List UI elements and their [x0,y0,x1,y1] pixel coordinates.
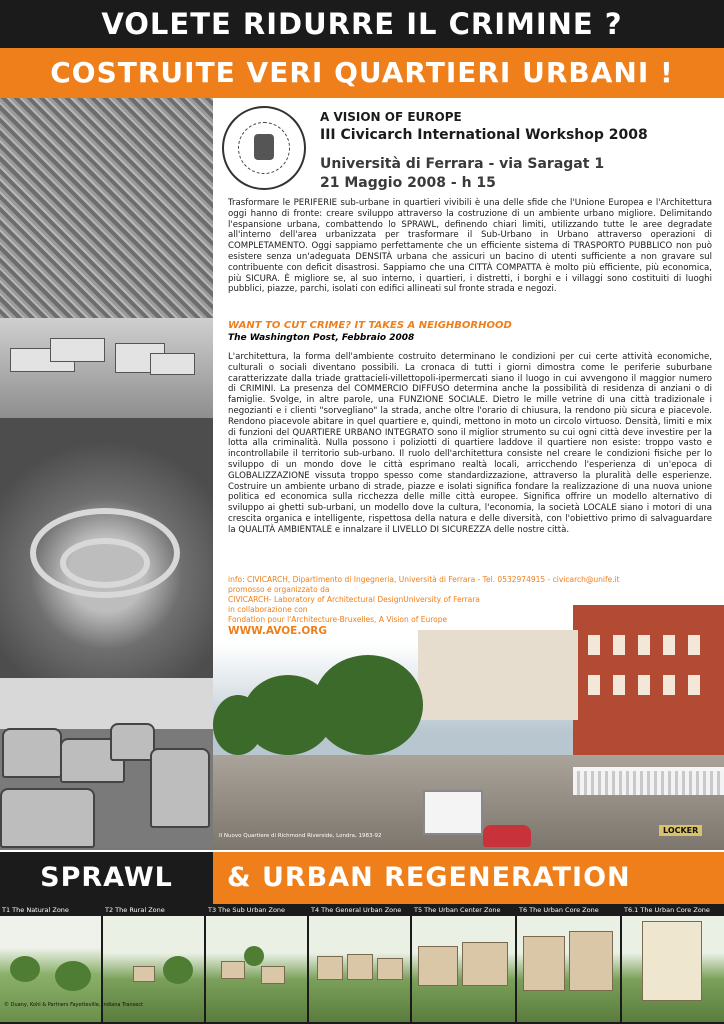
sprawl-label: SPRAWL [0,852,213,904]
zone-label: T6 The Urban Core Zone [519,906,599,914]
collab-value: Fondation pour l'Architecture-Bruxelles, A Vision of Europe [228,615,448,624]
photo-column [0,98,213,850]
event-title: III Civicarch International Workshop 2008 [320,127,648,143]
transect-zone [622,906,724,1022]
event-series: A VISION OF EUROPE [320,110,462,124]
contact-line: info: CIVICARCH, Dipartimento di Ingegneria, Università di Ferrara - Tel. 0532974915 - civicarch@unife.it [228,575,620,584]
transect-credit: © Duany, Kohl & Partners Fayetteville, Indiana Transect [4,1002,144,1008]
zone-label: T2 The Rural Zone [105,906,165,914]
info-block [228,575,718,636]
intro-paragraph: Trasformare le PERIFERIE sub-urbane in quartieri vivibili è una delle sfide che l'Unione Europea e l'Architettura oggi hanno di fronte: creare sviluppo attraverso la costruzione di un ambiente urbano migliore. Delimitando l'espansione urbana, combattendo lo SPRAWL, definendo chiari limiti, utilizzando tutte le aree degradate all'interno dell'area urbanizzata per trasformare il Sub-Urbano in Urbano attraverso operazioni di COMPLETAMENTO. Oggi sappiamo perfettamente che un efficiente sistema di TRASPORTO PUBBLICO non può esistere senza un'adeguata DENSITÀ urbana che assicuri un bacino di utenti sufficiente a non gravare sul contribuente con deficit disastrosi. Sappiamo che una CITTÀ COMPATTA è molto più efficiente, più economica, più SICURA. È migliore se, al suo interno, i quartieri, i distretti, i borghi e i villaggi sono costituiti di luoghi pubblici, piazze, parchi, isolati con edifici allineati sul fronte strada e negozi. [228,198,712,295]
zone-label: T1 The Natural Zone [2,906,69,914]
transect-zone [517,906,620,1022]
main-paragraph: L'architettura, la forma dell'ambiente costruito determinano le condizioni per cui certe attività economiche, culturali o sociali diventano possibili. La cronaca di tutti i giorni dimostra come le periferie suburbane caratterizzate dalla triade grattacieli-villettopoli-ipermercati siano il luogo in cui avvengono il maggior numero di CRIMINI. La presenza del COMMERCIO DIFFUSO determina anche la possibilità di residenza di anziani o di famiglie. Svolge, in altre parole, una FUNZIONE SOCIALE. Dietro le mille vetrine di una città tradizionale i negozianti e i clienti "sorvegliano" la strada, anche oltre l'orario di chiusura, la rendono più sicura e piacevole. Rendono piacevole abitare in quel quartiere e, quindi, mettono in moto un circolo virtuoso. Densità, limiti e mix di funzioni del QUARTIERE URBANO INTEGRATO sono il miglior strumento su cui ogni città deve investire per la lotta alla criminalità. Nulla possono i poliziotti di quartiere laddove il quartiere non esiste: troppo vasto e incontrollabile il territorio sub-urbano. Il ruolo dell'architettura consiste nel creare le condizioni fisiche per lo sviluppo di un mondo dove le città esprimano realtà locali, arricchendo l'esperienza di un'epoca di GLOBALIZZAZIONE vissuta troppo spesso come standardizzazione, attraverso la pluralità delle esperienze. Costruire un ambiente urbano di strade, piazze e isolati significa fondare la realizzazione di una nuova unione politica ed economica sulla ricchezza delle mille città europee. Significa offrire un modello alternativo di sviluppo ai ghetti sub-urbani, un modello dove la cultura, l'economia, la società LOCALE siano i motori di una crescita organica e intelligente, rispettosa della natura e delle diversità, con l'obiettivo primo di salvaguardare la QUALITÀ AMBIENTALE e innalzare il LIVELLO DI SICUREZZA delle nostre città. [228,352,712,535]
collab-label: in collaborazione con [228,605,308,614]
promo-label: promosso e organizzato da [228,585,330,594]
transect-zone [412,906,515,1022]
housing-blocks-photo [0,318,213,418]
bottom-banner [0,852,724,904]
transect-zone [206,906,307,1022]
event-venue: Università di Ferrara - via Saragat 1 [320,156,605,172]
shop-sign: LOCKER [659,825,702,836]
zone-label: T4 The General Urban Zone [311,906,402,914]
regeneration-label: & URBAN REGENERATION [213,852,724,904]
zone-label: T5 The Urban Center Zone [414,906,501,914]
website-link[interactable]: WWW.AVOE.ORG [228,625,327,637]
quote-block [228,320,712,343]
main-headline: VOLETE RIDURRE IL CRIMINE ? [0,0,724,48]
university-seal-logo [222,106,306,190]
transect-zone [309,906,410,1022]
suburb-aerial-photo [0,98,213,318]
traffic-jam-photo [0,678,213,848]
quote-source: The Washington Post, Febbraio 2008 [228,333,415,343]
zone-label: T3 The Sub Urban Zone [208,906,286,914]
highway-interchange-photo [0,418,213,678]
quote-title: WANT TO CUT CRIME? IT TAKES A NEIGHBORHOOD [228,320,512,331]
sub-headline: COSTRUITE VERI QUARTIERI URBANI ! [0,48,724,98]
promo-value: CIVICARCH- Laboratory of Architectural DesignUniversity of Ferrara [228,595,480,604]
photo-caption: Il Nuovo Quartiere di Richmond Riverside, Londra, 1983-92 [219,833,382,839]
event-date: 21 Maggio 2008 - h 15 [320,175,496,191]
zone-label: T6.1 The Urban Core Zone [624,906,710,914]
event-heading [320,110,720,191]
